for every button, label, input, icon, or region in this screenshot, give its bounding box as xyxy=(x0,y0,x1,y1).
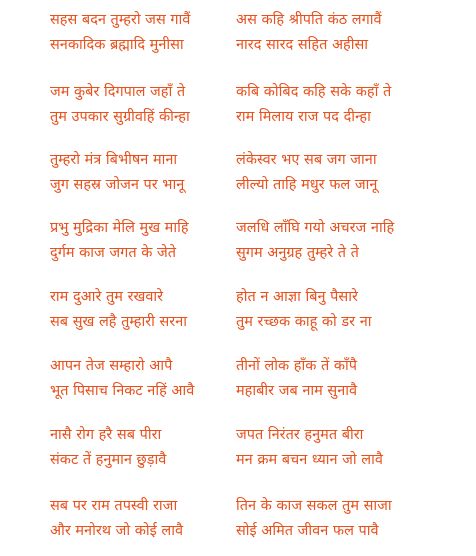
verse-line: राम दुआरे तुम रखवारे xyxy=(50,289,164,305)
stanza-right-column xyxy=(236,148,441,198)
stanza-left-column xyxy=(50,8,255,58)
stanza-right-column xyxy=(236,423,441,473)
verse-line: लंकेस्वर भए सब जग जाना xyxy=(236,152,377,168)
verse-line: सुगम अनुग्रह तुम्हरे ते ते xyxy=(236,245,359,261)
verse-line: प्रभु मुद्रिका मेलि मुख माहि xyxy=(50,220,189,236)
stanza-right-column xyxy=(236,216,441,266)
stanza-left-column xyxy=(50,423,255,473)
verse-line: मन क्रम बचन ध्यान जो लावै xyxy=(236,452,383,468)
verse-line: आपन तेज सम्हारो आपै xyxy=(50,358,173,374)
verse-line: नारद सारद सहित अहीसा xyxy=(236,37,369,53)
verse-line: जपत निरंतर हनुमत बीरा xyxy=(236,427,364,443)
verse-line: महाबीर जब नाम सुनावै xyxy=(236,383,358,399)
stanza-4 xyxy=(0,216,476,266)
verse-line: जलधि लाँघि गयो अचरज नाहि xyxy=(236,220,395,236)
verse-line: सहस बदन तुम्हरो जस गावैं xyxy=(50,12,191,28)
stanza-right-column xyxy=(236,494,441,544)
stanza-left-column xyxy=(50,354,255,404)
verse-line: तुम रच्छक काहू को डर ना xyxy=(236,314,372,330)
verse-line: होत न आज्ञा बिनु पैसारे xyxy=(236,289,358,305)
stanza-right-column xyxy=(236,80,441,130)
verse-line: तीनों लोक हाँक तें काँपै xyxy=(236,358,357,374)
stanza-2 xyxy=(0,80,476,130)
stanza-left-column xyxy=(50,80,255,130)
stanza-right-column xyxy=(236,354,441,404)
stanza-1 xyxy=(0,8,476,58)
verse-line: तुम्हरो मंत्र बिभीषन माना xyxy=(50,152,178,168)
verse-line: दुर्गम काज जगत के जेते xyxy=(50,245,176,261)
verse-line: नासै रोग हरै सब पीरा xyxy=(50,427,162,443)
stanza-right-column xyxy=(236,285,441,335)
verse-line: संकट तें हनुमान छुड़ावै xyxy=(50,452,167,468)
stanza-5 xyxy=(0,285,476,335)
verse-line: राम मिलाय राज पद दीन्हा xyxy=(236,109,371,125)
verse-line: तिन के काज सकल तुम साजा xyxy=(236,498,392,514)
verse-line: जुग सहस्र जोजन पर भानू xyxy=(50,177,185,193)
stanza-3 xyxy=(0,148,476,198)
verse-line: लील्यो ताहि मधुर फल जानू xyxy=(236,177,378,193)
stanza-left-column xyxy=(50,285,255,335)
verse-line: अस कहि श्रीपति कंठ लगावैं xyxy=(236,12,382,28)
stanza-left-column xyxy=(50,148,255,198)
verse-line: और मनोरथ जो कोई लावै xyxy=(50,523,184,539)
verse-line: सोई अमित जीवन फल पावै xyxy=(236,523,379,539)
verse-line: सब पर राम तपस्वी राजा xyxy=(50,498,178,514)
verse-line: तुम उपकार सुग्रीवहिं कीन्हा xyxy=(50,109,190,125)
stanza-7 xyxy=(0,423,476,473)
verse-line: भूत पिसाच निकट नहिं आवै xyxy=(50,383,195,399)
stanza-left-column xyxy=(50,216,255,266)
verse-line: सब सुख लहै तुम्हारी सरना xyxy=(50,314,188,330)
verse-line: कबि कोबिद कहि सके कहाँ ते xyxy=(236,84,392,100)
stanza-6 xyxy=(0,354,476,404)
verse-line: सनकादिक ब्रह्मादि मुनीसा xyxy=(50,37,184,53)
stanza-right-column xyxy=(236,8,441,58)
stanza-8 xyxy=(0,494,476,544)
verse-line: जम कुबेर दिगपाल जहाँ ते xyxy=(50,84,186,100)
stanza-left-column xyxy=(50,494,255,544)
